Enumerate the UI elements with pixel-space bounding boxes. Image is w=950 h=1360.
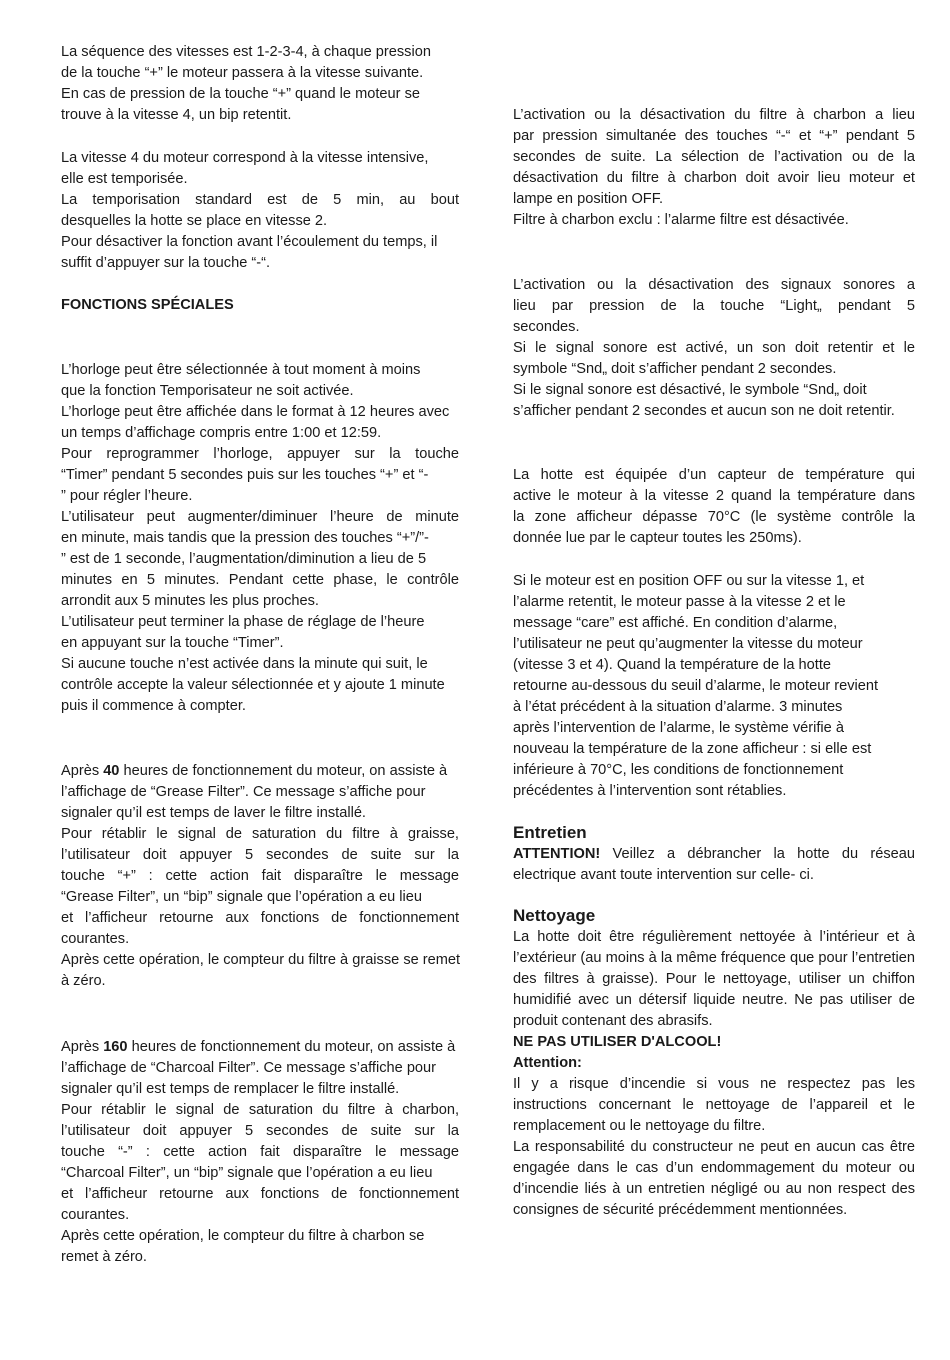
text-line: en appuyant sur la touche “Timer”. — [61, 635, 284, 651]
text-line: La séquence des vitesses est 1-2-3-4, à chaque pression — [61, 44, 431, 60]
section-heading: Entretien — [513, 823, 587, 842]
text-line: l’utilisateur doit appuyer 5 secondes de suite sur la — [61, 847, 459, 863]
section-heading: NE PAS UTILISER D'ALCOOL! — [513, 1034, 722, 1050]
text-line: l’utilisateur doit appuyer 5 secondes de suite sur la — [61, 1123, 459, 1139]
text-line: l’affichage de “Grease Filter”. Ce message s’affiche pour — [61, 784, 426, 800]
text-line: Si le signal sonore est désactivé, le symbole “Snd„ doit — [513, 382, 867, 398]
text-line: Pour désactiver la fonction avant l’écoulement du temps, il — [61, 234, 438, 250]
text-line: Si le moteur est en position OFF ou sur la vitesse 1, et — [513, 573, 865, 589]
text-line: Pour reprogrammer l’horloge, appuyer sur la touche — [61, 446, 459, 462]
bold-fragment: 40 — [103, 763, 120, 779]
text-line: instructions concernant le nettoyage de l’appareil et le — [513, 1097, 915, 1113]
text-line: Après cette opération, le compteur du filtre à charbon se — [61, 1228, 425, 1244]
text-line: arrondit aux 5 minutes les plus proches. — [61, 593, 319, 609]
text-fragment: Après — [61, 1039, 104, 1055]
text-line: active le moteur à la vitesse 2 quand la température dans — [513, 488, 915, 504]
text-line: L’horloge peut être sélectionnée à tout moment à moins — [61, 362, 421, 378]
text-fragment: Veillez a débrancher la hotte du réseau — [600, 846, 915, 862]
text-line: symbole “Snd„ doit s’afficher pendant 2 secondes. — [513, 361, 837, 377]
text-line: La vitesse 4 du moteur correspond à la vitesse intensive, — [61, 150, 429, 166]
text-line: que la fonction Temporisateur ne soit activée. — [61, 383, 354, 399]
text-line: à l’état précédent à la situation d’alarme. 3 minutes — [513, 699, 843, 715]
text-line: par pression simultanée des touches “-“ et “+” pendant 5 — [513, 128, 915, 144]
text-line: après l’intervention de l’alarme, le système vérifie à — [513, 720, 844, 736]
text-line: l’affichage de “Charcoal Filter”. Ce message s’affiche pour — [61, 1060, 437, 1076]
text-fragment: heures de fonctionnement du moteur, on assiste à — [119, 763, 448, 779]
text-line: lampe en position OFF. — [513, 191, 664, 207]
text-line: signaler qu’il est temps de laver le filtre installé. — [61, 805, 366, 821]
text-line: Après cette opération, le compteur du filtre à graisse se remet — [61, 952, 461, 968]
text-line: et l’afficheur retourne aux fonctions de fonctionnement — [61, 910, 459, 926]
text-line: l’extérieur (au moins à la même fréquence que pour l’entretien — [513, 950, 915, 966]
text-line: desquelles la hotte se place en vitesse 2. — [61, 213, 328, 229]
text-line: L’activation ou la désactivation des signaux sonores a — [513, 277, 915, 293]
text-line: L’horloge peut être affichée dans le format à 12 heures avec — [61, 404, 450, 420]
text-line: (vitesse 3 et 4). Quand la température de la hotte — [513, 657, 831, 673]
text-line: produit contenant des abrasifs. — [513, 1013, 713, 1029]
text-line: L’activation ou la désactivation du filtre à charbon a lieu — [513, 107, 915, 123]
text-line: La responsabilité du constructeur ne peut en aucun cas être — [513, 1139, 915, 1155]
text-line: ” est de 1 seconde, l’augmentation/diminution a lieu de 5 — [61, 551, 427, 567]
text-line: inférieure à 70°C, les conditions de fonctionnement — [513, 762, 844, 778]
text-line: La hotte doit être régulièrement nettoyée à l’intérieur et à — [513, 929, 915, 945]
text-line: précédentes à l’intervention sont rétablies. — [513, 783, 787, 799]
text-line: elle est temporisée. — [61, 171, 188, 187]
text-line: donnée lue par le capteur toutes les 250ms). — [513, 530, 802, 546]
text-line: “Timer” pendant 5 secondes puis sur les touches “+” et “- — [61, 467, 429, 483]
text-fragment: Après — [61, 763, 104, 779]
text-line: Si le signal sonore est activé, un son doit retentir et le — [513, 340, 915, 356]
text-line: electrique avant toute intervention sur celle- ci. — [513, 867, 814, 883]
text-line: “Charcoal Filter”, un “bip” signale que l’opération a eu lieu — [61, 1165, 433, 1181]
text-line: signaler qu’il est temps de remplacer le filtre installé. — [61, 1081, 400, 1097]
text-line: courantes. — [61, 1207, 130, 1223]
text-line: consignes de sécurité précédemment mentionnées. — [513, 1202, 848, 1218]
text-line: L’utilisateur peut augmenter/diminuer l’heure de minute — [61, 509, 459, 525]
text-line — [513, 844, 915, 865]
text-line: secondes. — [513, 319, 580, 335]
text-line: à zéro. — [61, 973, 106, 989]
text-line: ” pour régler l’heure. — [61, 488, 193, 504]
text-line: d’incendie liés à un entretien négligé ou au non respect des — [513, 1181, 915, 1197]
text-line: humidifié avec un détersif liquide neutre. Ne pas utiliser de — [513, 992, 915, 1008]
text-line: “Grease Filter”, un “bip” signale que l’opération a eu lieu — [61, 889, 422, 905]
text-line: désactivation du filtre à charbon doit avoir lieu moteur et — [513, 170, 915, 186]
text-line: Filtre à charbon exclu : l’alarme filtre est désactivée. — [513, 212, 849, 228]
text-line: puis il commence à compter. — [61, 698, 246, 714]
section-heading: Attention: — [513, 1055, 582, 1071]
text-line — [61, 761, 459, 782]
section-heading: Nettoyage — [513, 906, 596, 925]
text-line: un temps d’affichage compris entre 1:00 et 12:59. — [61, 425, 382, 441]
text-line: l’utilisateur ne peut qu’augmenter la vitesse du moteur — [513, 636, 863, 652]
text-line: nouveau la température de la zone afficheur : si elle est — [513, 741, 872, 757]
text-line: s’afficher pendant 2 secondes et aucun son ne doit retentir. — [513, 403, 895, 419]
text-line: La temporisation standard est de 5 min, au bout — [61, 192, 459, 208]
section-heading: FONCTIONS SPÉCIALES — [61, 297, 234, 313]
text-line: message “care” est affiché. En condition d’alarme, — [513, 615, 838, 631]
text-line: contrôle accepte la valeur sélectionnée et y ajoute 1 minute — [61, 677, 445, 693]
text-line: Pour rétablir le signal de saturation du filtre à graisse, — [61, 826, 459, 842]
text-line: minutes en 5 minutes. Pendant cette phase, le contrôle — [61, 572, 459, 588]
text-line: secondes de suite. La sélection de l’activation ou de la — [513, 149, 915, 165]
text-line: engagée dans le cas d’un endommagement du moteur ou — [513, 1160, 915, 1176]
text-line: lieu par pression de la touche “Light„ pendant 5 — [513, 298, 915, 314]
text-line: l’alarme retentit, le moteur passe à la vitesse 2 et le — [513, 594, 846, 610]
text-line: Il y a risque d’incendie si vous ne respectez pas les — [513, 1076, 915, 1092]
text-line: Si aucune touche n’est activée dans la minute qui suit, le — [61, 656, 428, 672]
text-line: touche “+” : cette action fait disparaître le message — [61, 868, 459, 884]
text-line: et l’afficheur retourne aux fonctions de fonctionnement — [61, 1186, 459, 1202]
text-line: L’utilisateur peut terminer la phase de réglage de l’heure — [61, 614, 425, 630]
text-line: des filtres à graisse). Pour le nettoyage, utiliser un chiffon — [513, 971, 915, 987]
text-line: retourne au-dessous du seuil d’alarme, le moteur revient — [513, 678, 879, 694]
text-fragment: heures de fonctionnement du moteur, on assiste à — [127, 1039, 456, 1055]
text-line — [61, 1037, 459, 1058]
text-line: courantes. — [61, 931, 130, 947]
text-line: En cas de pression de la touche “+” quand le moteur se — [61, 86, 420, 102]
text-line: touche “-” : cette action fait disparaître le message — [61, 1144, 459, 1160]
bold-fragment: ATTENTION! — [513, 846, 601, 862]
text-line: Pour rétablir le signal de saturation du filtre à charbon, — [61, 1102, 459, 1118]
text-line: suffit d’appuyer sur la touche “-“. — [61, 255, 271, 271]
text-line: en minute, mais tandis que la pression des touches “+”/”- — [61, 530, 429, 546]
text-line: trouve à la vitesse 4, un bip retentit. — [61, 107, 292, 123]
text-line: La hotte est équipée d’un capteur de température qui — [513, 467, 915, 483]
text-line: remplacement ou le nettoyage du filtre. — [513, 1118, 766, 1134]
bold-fragment: 160 — [103, 1039, 128, 1055]
text-line: de la touche “+” le moteur passera à la vitesse suivante. — [61, 65, 424, 81]
text-line: remet à zéro. — [61, 1249, 147, 1265]
text-line: la zone afficheur dépasse 70°C (le système contrôle la — [513, 509, 915, 525]
